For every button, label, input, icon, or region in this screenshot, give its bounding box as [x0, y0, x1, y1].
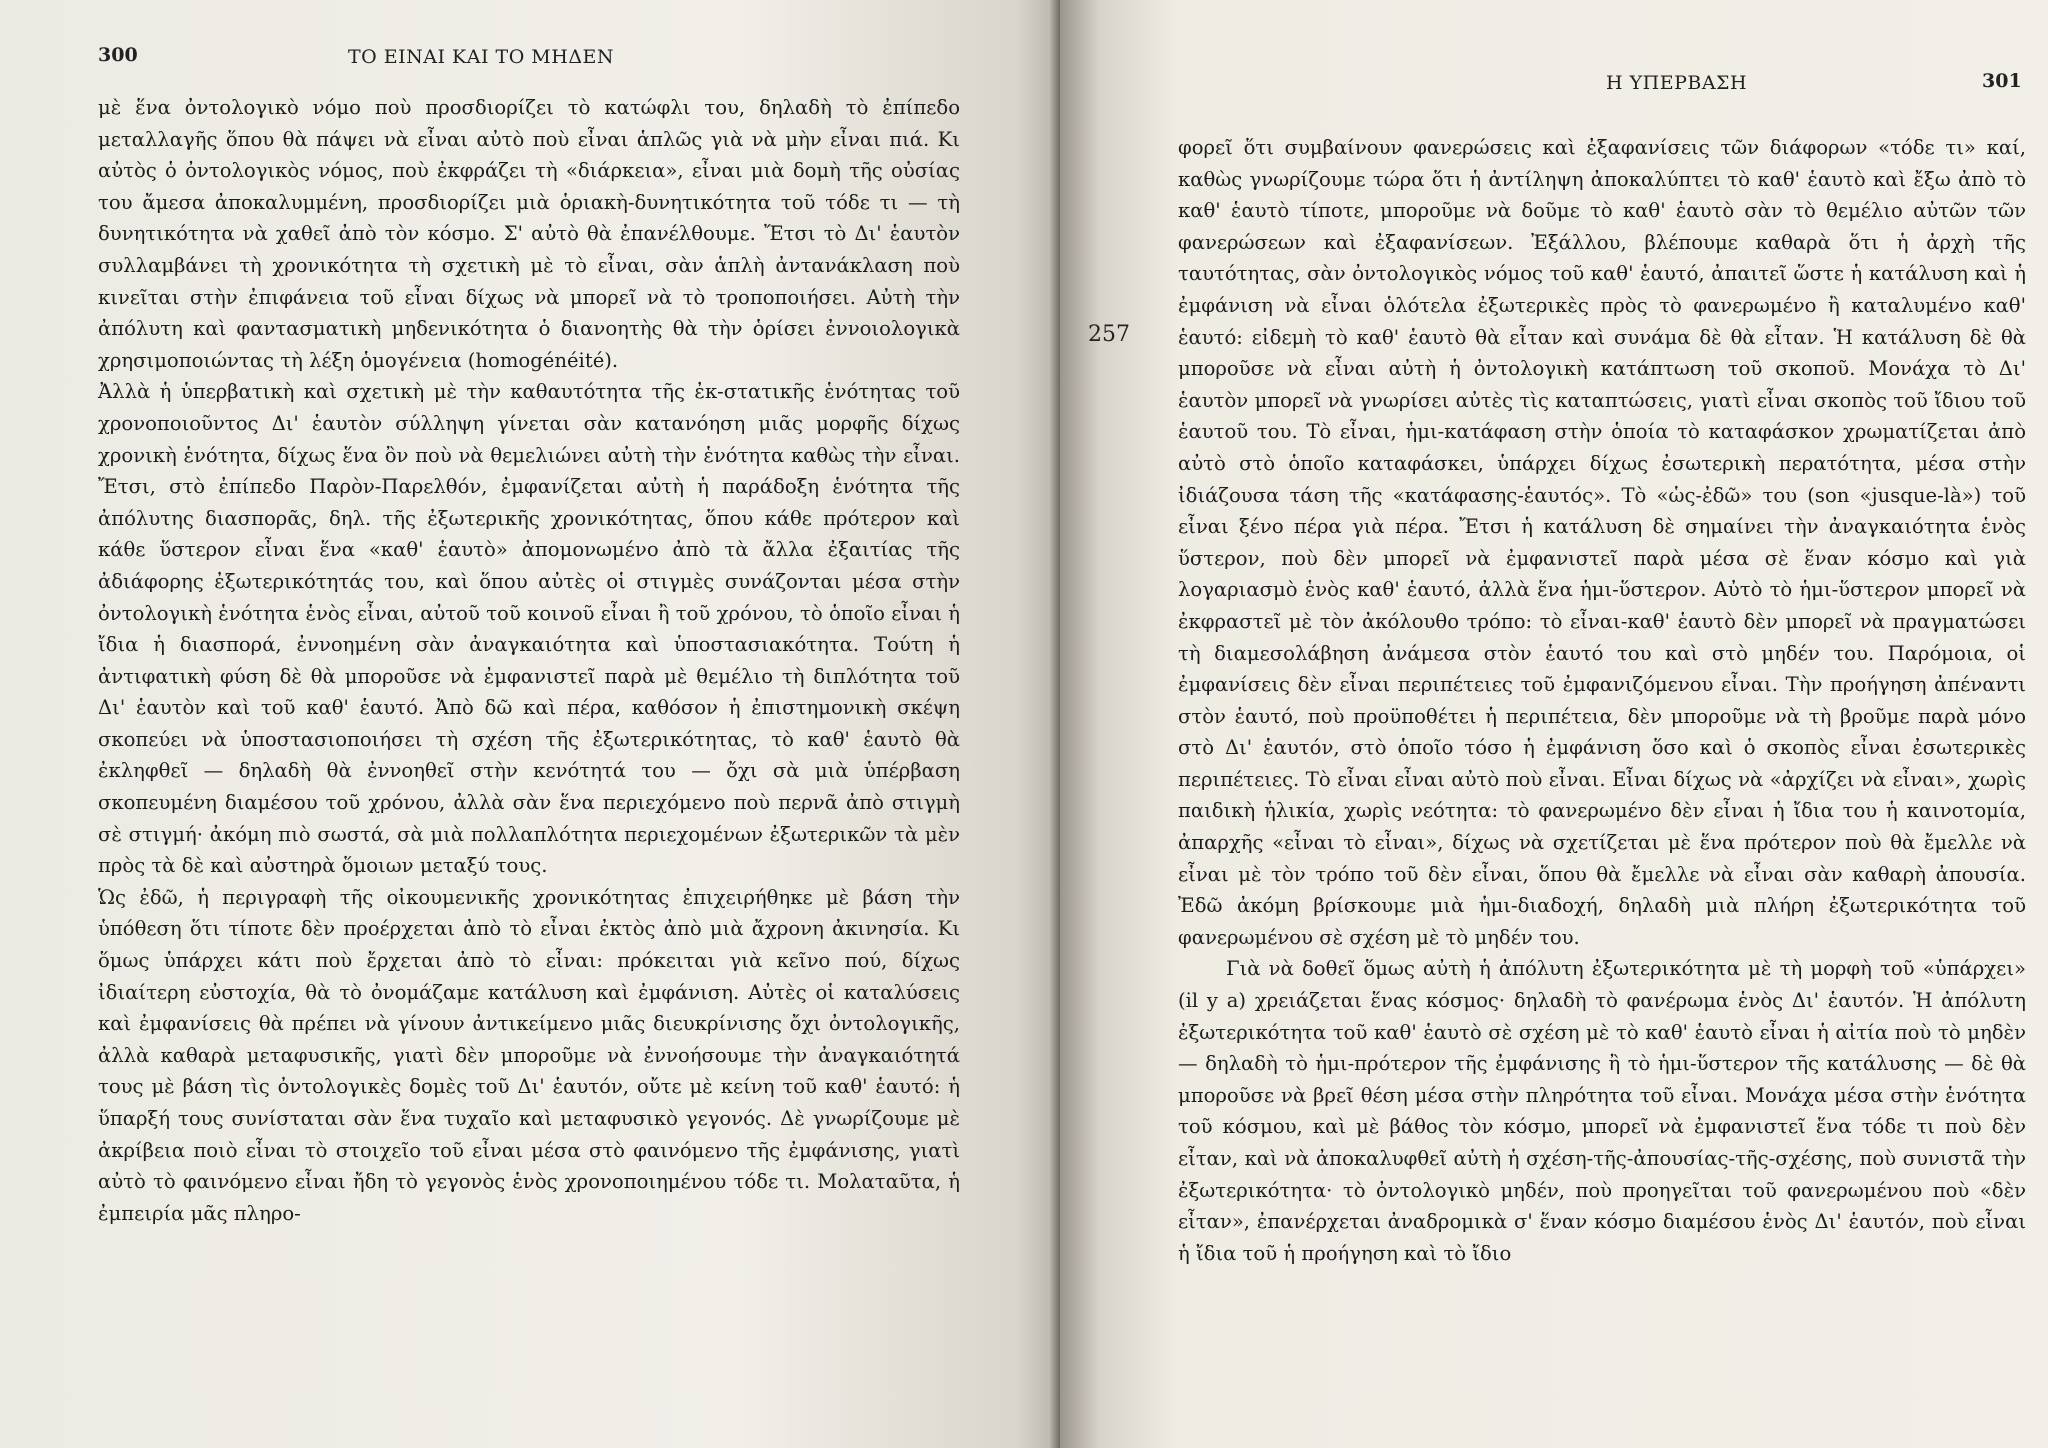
running-head: ΤΟ ΕΙΝΑΙ ΚΑΙ ΤΟ ΜΗΔΕΝ [348, 46, 615, 68]
paragraph: Ἀλλὰ ἡ ὑπερβατικὴ καὶ σχετικὴ μὲ τὴν καθαυτότητα τῆς ἐκ-στατικῆς ἑνότητας τοῦ χρονοποιοῦντος Δι' ἑαυτὸν σύλληψη γίνεται σὰν κατανόηση μιᾶς μορφῆς δίχως χρονικὴ ἑνότητα, δίχως ἕνα ὂν ποὺ νὰ θεμελιώνει αὐτὴ τὴν ἑνότητα καθὼς τὴν εἶναι. Ἔτσι, στὸ ἐπίπεδο Παρὸν-Παρελθόν, ἐμφανίζεται αὐτὴ ἡ παράδοξη ἑνότητα τῆς ἀπόλυτης διασπορᾶς, δηλ. τῆς ἐξωτερικῆς χρονικότητας, ὅπου κάθε πρότερον καὶ κάθε ὕστερον εἶναι ἕνα «καθ' ἑαυτὸ» ἀπομονωμένο ἀπὸ τὰ ἄλλα ἐξαιτίας τῆς ἀδιάφορης ἐξωτερικότητάς του, καὶ ὅπου αὐτὲς οἱ στιγμὲς συνάζονται μέσα στὴν ὀντολογικὴ ἑνότητα ἑνὸς εἶναι, αὐτοῦ τοῦ κοινοῦ εἶναι ἢ τοῦ χρόνου, τὸ ὁποῖο εἶναι ἡ ἴδια ἡ διασπορά, ἐννοημένη σὰν ἀναγκαιότητα καὶ ὑποστασιακότητα. Τούτη ἡ ἀντιφατικὴ φύση δὲ θὰ μποροῦσε νὰ ἐμφανιστεῖ παρὰ μὲ θεμέλιο τὴ διπλότητα τοῦ Δι' ἑαυτὸν καὶ τοῦ καθ' ἑαυτό. Ἀπὸ δῶ καὶ πέρα, καθόσον ἡ ἐπιστημονικὴ σκέψη σκοπεύει νὰ ὑποστασιοποιήσει τὴ σχέση τῆς ἐξωτερικότητας, τὸ καθ' ἑαυτὸ θὰ ἐκληφθεῖ — δηλαδὴ θὰ ἐννοηθεῖ στὴν κενότητά του — ὄχι σὰ μιὰ ὑπέρβαση σκοπευμένη διαμέσου τοῦ χρόνου, ἀλλὰ σὰν ἕνα περιεχόμενο ποὺ περνᾶ ἀπὸ στιγμὴ σὲ στιγμή· ἀκόμη πιὸ σωστά, σὰ μιὰ πολλαπλότητα περιεχομένων ἐξωτερικῶν τὰ μὲν πρὸς τὰ δὲ καὶ αὐστηρὰ ὅμοιων μεταξύ τους. [98, 380, 960, 878]
right-page [1060, 0, 2048, 1448]
margin-page-reference: 257 [1088, 322, 1130, 347]
paragraph: φορεῖ ὅτι συμβαίνουν φανερώσεις καὶ ἐξαφανίσεις τῶν διάφορων «τόδε τι» καί, καθὼς γνωρίζουμε τώρα ὅτι ἡ ἀντίληψη ἀποκαλύπτει τὸ καθ' ἑαυτὸ καὶ ἔξω ἀπὸ τὸ καθ' ἑαυτὸ τίποτε, μποροῦμε νὰ δοῦμε τὸ καθ' ἑαυτὸ σὰν τὸ θεμέλιο αὐτῶν τῶν φανερώσεων καὶ ἐξαφανίσεων. Ἐξάλλου, βλέπουμε καθαρὰ ὅτι ἡ ἀρχὴ τῆς ταυτότητας, σὰν ὀντολογικὸς νόμος τοῦ καθ' ἑαυτό, ἀπαιτεῖ ὥστε ἡ κατάλυση καὶ ἡ ἐμφάνιση νὰ εἶναι ὁλότελα ἐξωτερικὲς πρὸς τὸ φανερωμένο ἢ καταλυμένο καθ' ἑαυτό: εἰδεμὴ τὸ καθ' ἑαυτὸ θὰ εἶταν καὶ συνάμα δὲ θὰ εἶταν. Ἡ κατάλυση δὲ θὰ μποροῦσε νὰ εἶναι αὐτὴ ἡ ὀντολογικὴ κατάπτωση τοῦ σκοποῦ. Μονάχα τὸ Δι' ἑαυτὸν μπορεῖ νὰ γνωρίσει αὐτὲς τὶς καταπτώσεις, γιατὶ εἶναι σκοπὸς τοῦ ἴδιου τοῦ ἑαυτοῦ του. Τὸ εἶναι, ἡμι-κατάφαση στὴν ὁποία τὸ καταφάσκον χρωματίζεται ἀπὸ αὐτὸ στὸ ὁποῖο καταφάσκει, ὑπάρχει δίχως ἐσωτερικὴ περατότητα, μέσα στὴν ἰδιάζουσα τάση τῆς «κατάφασης-ἑαυτός». Τὸ «ὡς-ἐδῶ» του (son «jusque-là») τοῦ εἶναι ξένο πέρα γιὰ πέρα. Ἔτσι ἡ κατάλυση δὲ σημαίνει τὴν ἀναγκαιότητα ἑνὸς ὕστερον, ποὺ δὲν μπορεῖ νὰ ἐμφανιστεῖ παρὰ μέσα σὲ ἕναν κόσμο καὶ γιὰ λογαριασμὸ ἑνὸς καθ' ἑαυτό, ἀλλὰ ἕνα ἡμι-ὕστερον. Αὐτὸ τὸ ἡμι-ὕστερον μπορεῖ νὰ ἐκφραστεῖ μὲ τὸν ἀκόλουθο τρόπο: τὸ εἶναι-καθ' ἑαυτὸ δὲν μπορεῖ νὰ πραγματώσει τὴ διαμεσολάβηση ἀνάμεσα στὸν ἑαυτό του καὶ στὸ μηδέν του. Παρόμοια, οἱ ἐμφανίσεις δὲν εἶναι περιπέτειες τοῦ ἐμφανιζόμενου εἶναι. Τὴν προήγηση ἀπέναντι στὸν ἑαυτό, ποὺ προϋποθέτει ἡ περιπέτεια, δὲν μποροῦμε νὰ τὴ βροῦμε παρὰ μόνο στὸ Δι' ἑαυτόν, στὸ ὁποῖο τόσο ἡ ἐμφάνιση ὅσο καὶ ὁ σκοπὸς εἶναι ἐσωτερικὲς περιπέτειες. Τὸ εἶναι εἶναι αὐτὸ ποὺ εἶναι. Εἶναι δίχως νὰ «ἀρχίζει νὰ εἶναι», χωρὶς παιδικὴ ἡλικία, χωρὶς νεότητα: τὸ φανερωμένο δὲν εἶναι ἡ ἴδια του ἡ καινοτομία, ἀπαρχῆς «εἶναι τὸ εἶναι», δίχως νὰ σχετίζεται μὲ ἕνα πρότερον ποὺ θὰ ἔμελλε νὰ εἶναι μὲ τὸν τρόπο τοῦ δὲν εἶναι, ὅπου θὰ ἔμελλε νὰ εἶναι σὰν καθαρὴ ἀπουσία. Ἐδῶ ἀκόμη βρίσκουμε μιὰ ἡμι-διαδοχή, δηλαδὴ μιὰ πλήρη ἐξωτερικότητα τοῦ φανερωμένου σὲ σχέση μὲ τὸ μηδέν του. [1178, 136, 2026, 949]
page-number: 300 [98, 44, 138, 66]
paragraph: Γιὰ νὰ δοθεῖ ὅμως αὐτὴ ἡ ἀπόλυτη ἐξωτερικότητα μὲ τὴ μορφὴ τοῦ «ὑπάρχει» (il y a) χρειάζεται ἕνας κόσμος· δηλαδὴ τὸ φανέρωμα ἑνὸς Δι' ἑαυτόν. Ἡ ἀπόλυτη ἐξωτερικότητα τοῦ καθ' ἑαυτὸ σὲ σχέση μὲ τὸ καθ' ἑαυτὸ εἶναι ἡ αἰτία ποὺ τὸ μηδὲν — δηλαδὴ τὸ ἡμι-πρότερον τῆς ἐμφάνισης ἢ τὸ ἡμι-ὕστερον τῆς κατάλυσης — δὲ θὰ μποροῦσε νὰ βρεῖ θέση μέσα στὴν πληρότητα τοῦ εἶναι. Μονάχα μέσα στὴν ἑνότητα τοῦ κόσμου, καὶ μὲ βάθος τὸν κόσμο, μπορεῖ νὰ ἐμφανιστεῖ ἕνα τόδε τι ποὺ δὲν εἶταν, καὶ νὰ ἀποκαλυφθεῖ αὐτὴ ἡ σχέση-τῆς-ἀπουσίας-τῆς-σχέσης, ποὺ συνιστᾶ τὴν ἐξωτερικότητα· τὸ ὀντολογικὸ μηδέν, ποὺ προηγεῖται τοῦ φανερωμένου ποὺ «δὲν εἶταν», ἐπανέρχεται ἀναδρομικὰ σ' ἕναν κόσμο διαμέσου ἑνὸς Δι' ἑαυτόν, ποὺ εἶναι ἡ ἴδια τοῦ ἡ προήγηση καὶ τὸ ἴδιο [1178, 957, 2026, 1265]
paragraph: μὲ ἕνα ὀντολογικὸ νόμο ποὺ προσδιορίζει τὸ κατώφλι του, δηλαδὴ τὸ ἐπίπεδο μεταλλαγῆς ὅπου θὰ πάψει νὰ εἶναι αὐτὸ ποὺ εἶναι ἁπλῶς γιὰ νὰ μὴν εἶναι πιά. Κι αὐτὸς ὁ ὀντολογικὸς νόμος, ποὺ ἐκφράζει τὴ «διάρκεια», εἶναι μιὰ δομὴ τῆς οὐσίας του ἄμεσα ἀποκαλυμμένη, προσδιορίζει μιὰ ὁριακὴ-δυνητικότητα τοῦ τόδε τι — τὴ δυνητικότητα νὰ χαθεῖ ἀπὸ τὸν κόσμο. Σ' αὐτὸ θὰ ἐπανέλθουμε. Ἔτσι τὸ Δι' ἑαυτὸν συλλαμβάνει τὴ χρονικότητα τὴ σχετικὴ μὲ τὸ εἶναι, σὰν ἁπλὴ ἀντανάκλαση ποὺ κινεῖται στὴν ἐπιφάνεια τοῦ εἶναι δίχως νὰ μπορεῖ νὰ τὸ τροποποιήσει. Αὐτὴ τὴν ἀπόλυτη καὶ φαντασματικὴ μηδενικότητα ὁ διανοητὴς θὰ τὴν ὁρίσει ἐννοιολογικὰ χρησιμοποιώντας τὴ λέξη ὁμογένεια (homogénéité). [98, 96, 960, 372]
page-number: 301 [1982, 70, 2022, 92]
page-body [98, 92, 960, 1229]
page-body [1178, 132, 2026, 1269]
paragraph: Ὡς ἐδῶ, ἡ περιγραφὴ τῆς οἰκουμενικῆς χρονικότητας ἐπιχειρήθηκε μὲ βάση τὴν ὑπόθεση ὅτι τίποτε δὲν προέρχεται ἀπὸ τὸ εἶναι ἐκτὸς ἀπὸ μιὰ ἄχρονη ἀκινησία. Κι ὅμως ὑπάρχει κάτι ποὺ ἔρχεται ἀπὸ τὸ εἶναι: πρόκειται γιὰ κεῖνο πού, δίχως ἰδιαίτερη εὐστοχία, θὰ τὸ ὀνομάζαμε κατάλυση καὶ ἐμφάνιση. Αὐτὲς οἱ καταλύσεις καὶ ἐμφανίσεις θὰ πρέπει νὰ γίνουν ἀντικείμενο μιᾶς διευκρίνισης ὄχι ὀντολογικῆς, ἀλλὰ καθαρὰ μεταφυσικῆς, γιατὶ δὲν μποροῦμε νὰ ἐννοήσουμε τὴν ἀναγκαιότητά τους μὲ βάση τὶς ὀντολογικὲς δομὲς τοῦ Δι' ἑαυτόν, οὔτε μὲ κείνη τοῦ καθ' ἑαυτό: ἡ ὕπαρξή τους συνίσταται σὰν ἕνα τυχαῖο καὶ μεταφυσικὸ γεγονός. Δὲ γνωρίζουμε μὲ ἀκρίβεια ποιὸ εἶναι τὸ στοιχεῖο τοῦ εἶναι μέσα στὸ φαινόμενο τῆς ἐμφάνισης, γιατὶ αὐτὸ τὸ φαινόμενο εἶναι ἤδη τὸ γεγονὸς ἑνὸς χρονοποιημένου τόδε τι. Μολαταῦτα, ἡ ἐμπειρία μᾶς πληρο- [98, 885, 960, 1225]
running-head: Η ΥΠΕΡΒΑΣΗ [1606, 72, 1748, 94]
